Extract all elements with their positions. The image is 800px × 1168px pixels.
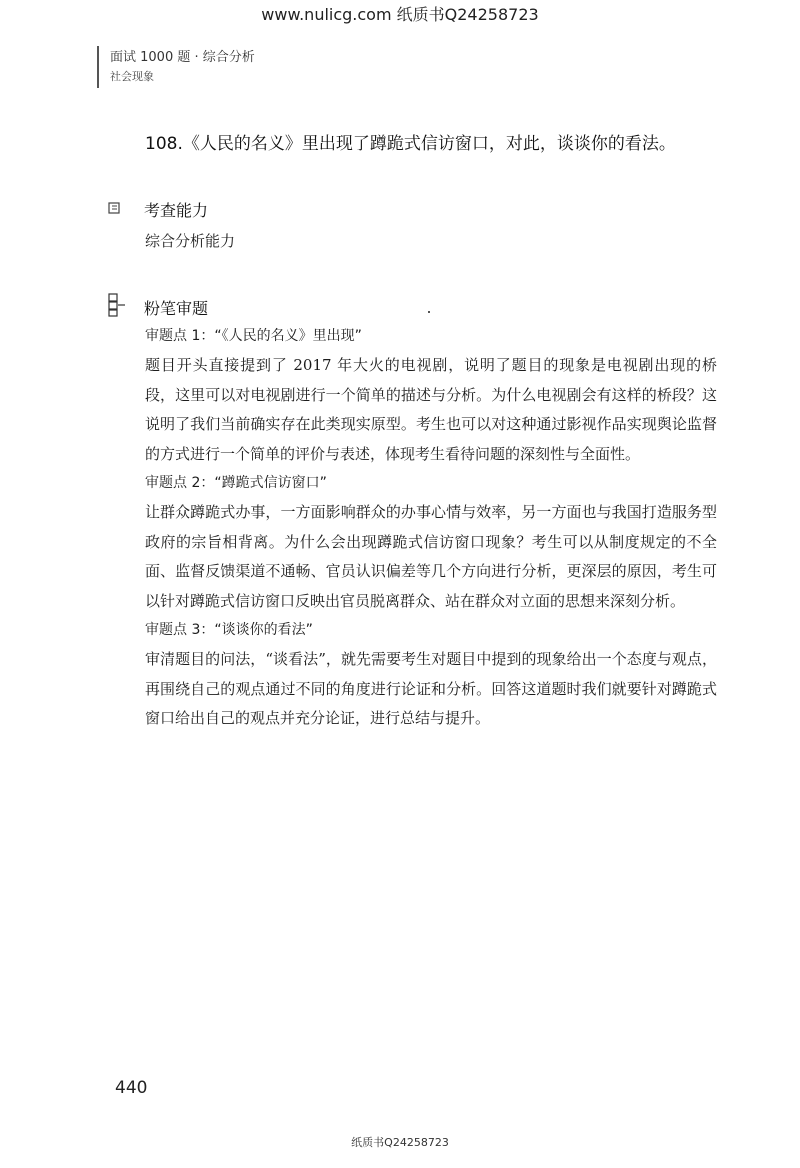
running-header-subtitle: 社会现象 [110,70,154,83]
review-body [145,322,717,734]
review-point-label: 审题点 2：“蹲跪式信访窗口” [145,475,327,492]
review-heading-label: 粉笔审题 [144,298,209,318]
ability-heading-label: 考查能力 [144,201,209,220]
header-divider [97,46,99,88]
running-header-title: 面试 1000 题 · 综合分析 [110,50,255,65]
review-paragraph: 让群众蹲跪式办事，一方面影响群众的办事心情与效率，另一方面也与我国打造服务型政府的宗旨相背离。为什么会出现蹲跪式信访窗口现象？考生可以从制度规定的不全面、监督反馈渠道不通畅、官员认识偏差等几个方向进行分析，更深层的原因，考生可以针对蹲跪式信访窗口反映出官员脱离群众、站在群众对立面的思想来深刻分析。 [145,503,717,610]
review-paragraph: 题目开头直接提到了 2017 年大火的电视剧，说明了题目的现象是电视剧出现的桥段，这里可以对电视剧进行一个简单的描述与分析。为什么电视剧会有这样的桥段？这说明了我们当前确实存在此类现实原型。考生也可以对这种通过影视作品实现舆论监督的方式进行一个简单的评价与表述，体现考生看待问题的深刻性与全面性。 [145,356,717,463]
top-watermark: www.nulicg.com 纸质书Q24258723 [261,5,539,24]
page-number: 440 [115,1078,148,1098]
notebook-icon [108,293,130,321]
review-paragraph: 审清题目的问法，“谈看法”，就先需要考生对题目中提到的现象给出一个态度与观点，再围绕自己的观点通过不同的角度进行论证和分析。回答这道题时我们就要针对蹲跪式窗口给出自己的观点并充分论证，进行总结与提升。 [145,650,717,728]
question-text: 108.《人民的名义》里出现了蹲跪式信访窗口，对此，谈谈你的看法。 [145,134,676,154]
review-section-heading [108,293,208,321]
ability-content: 综合分析能力 [145,232,236,250]
target-icon [108,200,130,219]
review-point-label: 审题点 1：“《人民的名义》里出现” [145,328,362,344]
review-point-label: 审题点 3：“谈谈你的看法” [145,622,313,639]
bottom-watermark: 纸质书Q24258723 [351,1136,449,1149]
ability-section-heading [108,198,208,221]
scan-speck [428,311,430,313]
